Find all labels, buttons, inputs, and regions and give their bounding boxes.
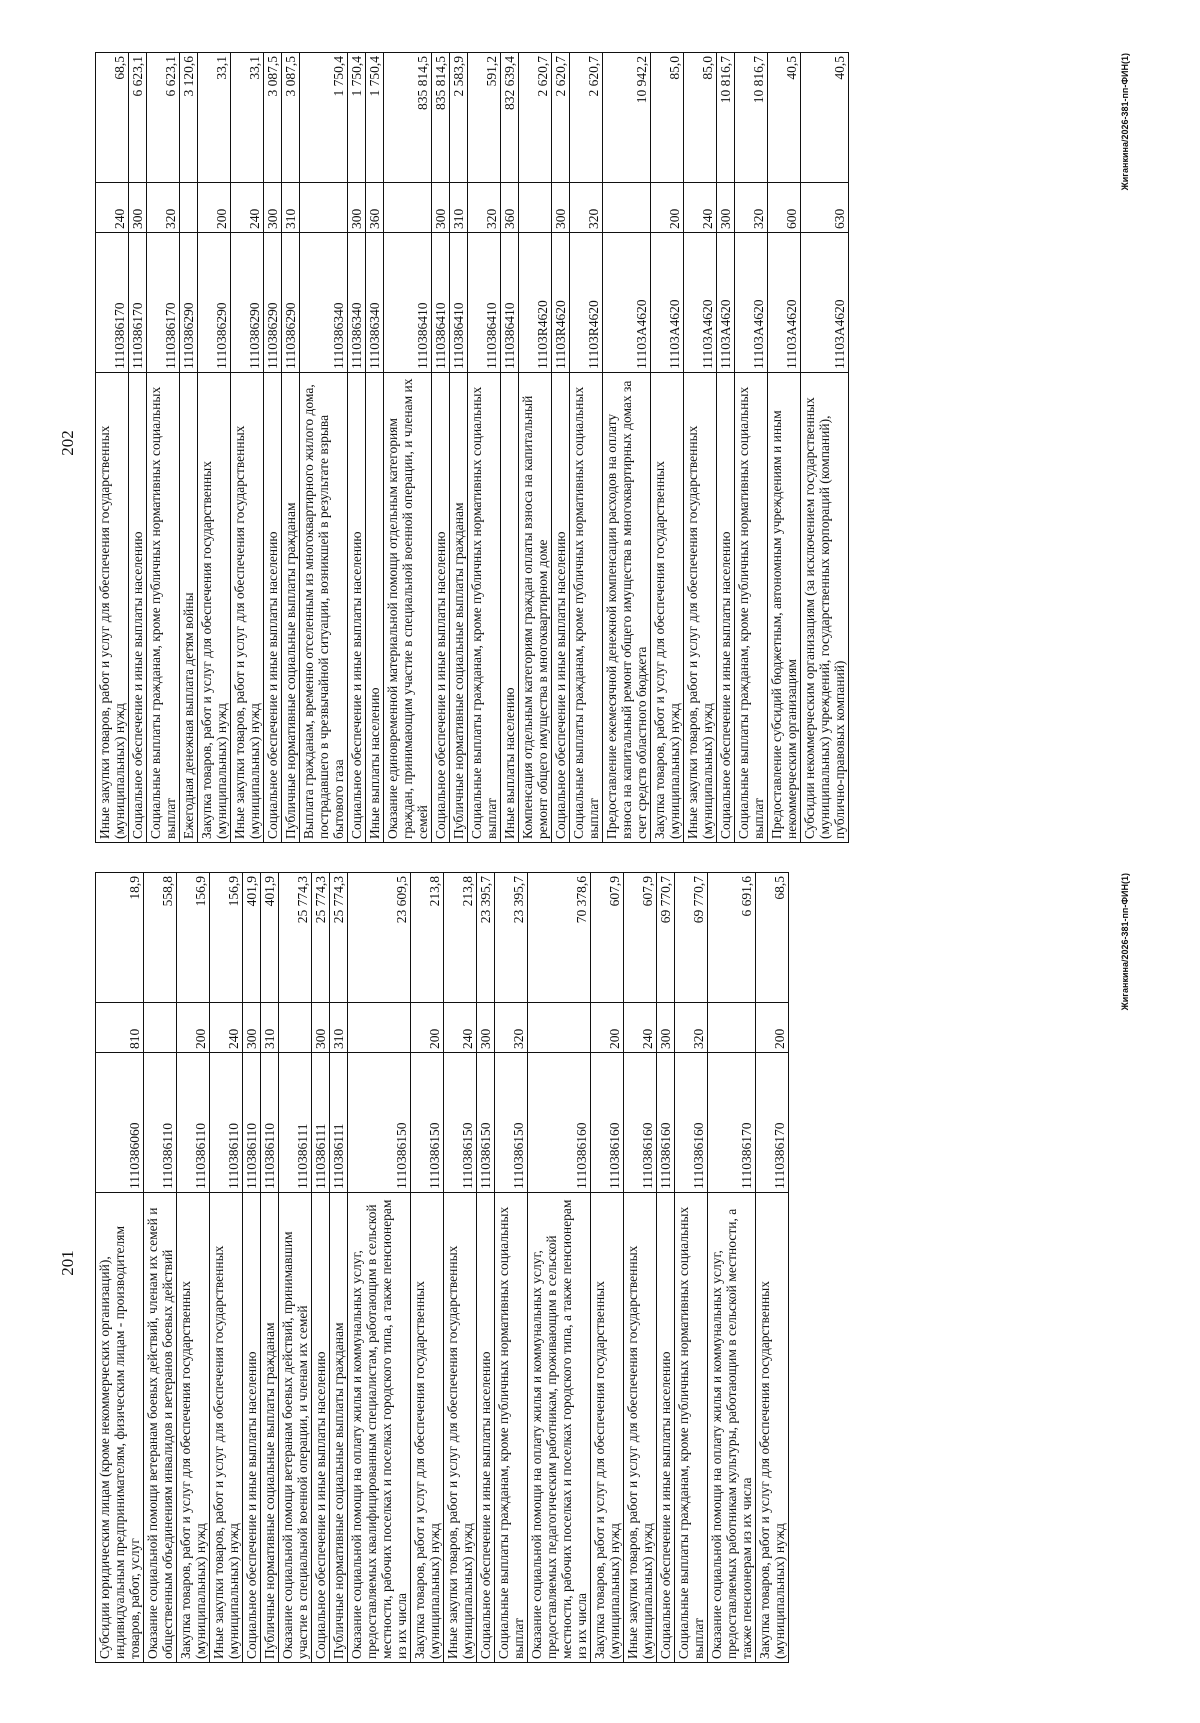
row-type-cell: 320 bbox=[735, 183, 768, 233]
row-name-cell: Субсидии юридическим лицам (кроме некоммерческих организаций), индивидуальным предпринимателям, физическим лицам - производителям товаров, работ, услуг bbox=[96, 1193, 144, 1663]
row-sum-cell: 3 087,5 bbox=[264, 53, 282, 183]
table-row bbox=[477, 873, 495, 1663]
table-row bbox=[603, 53, 651, 843]
row-name-cell: Социальное обеспечение и иные выплаты населению bbox=[264, 373, 282, 843]
table-row bbox=[348, 873, 411, 1663]
row-name-cell: Ежегодная денежная выплата детям войны bbox=[180, 373, 198, 843]
row-name-cell: Социальное обеспечение и иные выплаты населению bbox=[552, 373, 570, 843]
row-type-cell: 300 bbox=[129, 183, 147, 233]
document-footer-code: Жиганкина/2026-381-пп-ФИН(1) bbox=[1120, 53, 1130, 191]
row-type-cell bbox=[708, 1003, 756, 1053]
row-sum-cell: 70 378,6 bbox=[528, 873, 591, 1003]
page-number: 201 bbox=[58, 1250, 77, 1276]
row-name-cell: Иные закупки товаров, работ и услуг для обеспечения государственных (муниципальных) нужд bbox=[96, 373, 129, 843]
row-sum-cell: 2 620,7 bbox=[552, 53, 570, 183]
row-name-cell: Социальные выплаты гражданам, кроме публичных нормативных социальных выплат bbox=[675, 1193, 708, 1663]
row-name-cell: Публичные нормативные социальные выплаты гражданам bbox=[282, 373, 300, 843]
row-type-cell: 240 bbox=[96, 183, 129, 233]
table-row bbox=[411, 873, 444, 1663]
row-type-cell: 240 bbox=[231, 183, 264, 233]
table-row bbox=[735, 53, 768, 843]
row-name-cell: Социальные выплаты гражданам, кроме публичных нормативных социальных выплат bbox=[468, 373, 501, 843]
row-type-cell: 300 bbox=[477, 1003, 495, 1053]
row-type-cell bbox=[603, 183, 651, 233]
budget-table-page-201 bbox=[95, 872, 789, 1663]
table-row bbox=[432, 53, 450, 843]
table-row bbox=[591, 873, 624, 1663]
table-row bbox=[768, 53, 801, 843]
row-name-cell: Оказание социальной помощи на оплату жилья и коммунальных услуг, предоставляемых работникам культуры, работающим в сельской местности, а также пенсионерам из их числа bbox=[708, 1193, 756, 1663]
table-row bbox=[657, 873, 675, 1663]
row-code-cell: 1110386150 bbox=[495, 1053, 528, 1193]
row-name-cell: Иные выплаты населению bbox=[366, 373, 384, 843]
row-name-cell: Закупка товаров, работ и услуг для обеспечения государственных (муниципальных) нужд bbox=[411, 1193, 444, 1663]
row-name-cell: Публичные нормативные социальные выплаты гражданам bbox=[450, 373, 468, 843]
row-sum-cell: 607,9 bbox=[591, 873, 624, 1003]
row-sum-cell: 33,1 bbox=[231, 53, 264, 183]
row-name-cell: Социальные выплаты гражданам, кроме публичных нормативных социальных выплат bbox=[570, 373, 603, 843]
row-code-cell: 1110386340 bbox=[300, 233, 348, 373]
row-name-cell: Социальные выплаты гражданам, кроме публичных нормативных социальных выплат bbox=[495, 1193, 528, 1663]
row-sum-cell: 6 691,6 bbox=[708, 873, 756, 1003]
row-code-cell: 1110386150 bbox=[411, 1053, 444, 1193]
row-name-cell: Предоставление субсидий бюджетным, автономным учреждениям и иным некоммерческим организациям bbox=[768, 373, 801, 843]
row-code-cell: 11103А4620 bbox=[801, 233, 849, 373]
table-row bbox=[147, 53, 180, 843]
row-code-cell: 11103R4620 bbox=[570, 233, 603, 373]
row-type-cell: 240 bbox=[684, 183, 717, 233]
table-row bbox=[366, 53, 384, 843]
row-sum-cell: 6 623,1 bbox=[147, 53, 180, 183]
row-code-cell: 1110386290 bbox=[282, 233, 300, 373]
row-code-cell: 1110386170 bbox=[708, 1053, 756, 1193]
row-code-cell: 11103А4620 bbox=[651, 233, 684, 373]
row-sum-cell: 23 395,7 bbox=[495, 873, 528, 1003]
row-name-cell: Предоставление ежемесячной денежной компенсации расходов на оплату взноса на капитальный ремонт общего имущества в многоквартирных домах за счет средств областного бюджета bbox=[603, 373, 651, 843]
page-202 bbox=[0, 43, 1200, 843]
row-code-cell: 1110386150 bbox=[348, 1053, 411, 1193]
table-row bbox=[231, 53, 264, 843]
table-row bbox=[501, 53, 519, 843]
row-name-cell: Иные выплаты населению bbox=[501, 373, 519, 843]
row-code-cell: 11103А4620 bbox=[717, 233, 735, 373]
table-row bbox=[243, 873, 261, 1663]
row-sum-cell: 33,1 bbox=[198, 53, 231, 183]
table-row bbox=[570, 53, 603, 843]
row-type-cell: 200 bbox=[651, 183, 684, 233]
row-sum-cell: 156,9 bbox=[210, 873, 243, 1003]
row-code-cell: 1110386410 bbox=[501, 233, 519, 373]
row-code-cell: 1110386110 bbox=[144, 1053, 177, 1193]
row-name-cell: Публичные нормативные социальные выплаты гражданам bbox=[330, 1193, 348, 1663]
row-code-cell: 1110386410 bbox=[450, 233, 468, 373]
row-type-cell: 320 bbox=[495, 1003, 528, 1053]
row-name-cell: Социальное обеспечение и иные выплаты населению bbox=[432, 373, 450, 843]
row-name-cell: Иные закупки товаров, работ и услуг для обеспечения государственных (муниципальных) нужд bbox=[444, 1193, 477, 1663]
row-name-cell: Оказание единовременной материальной помощи отдельным категориям граждан, принимающим участие в специальной военной операции, и членам их семей bbox=[384, 373, 432, 843]
row-sum-cell: 85,0 bbox=[651, 53, 684, 183]
row-sum-cell: 23 609,5 bbox=[348, 873, 411, 1003]
row-code-cell: 11103А4620 bbox=[603, 233, 651, 373]
table-row bbox=[756, 873, 789, 1663]
row-type-cell: 300 bbox=[264, 183, 282, 233]
row-code-cell: 1110386410 bbox=[468, 233, 501, 373]
row-name-cell: Выплата гражданам, временно отселенным из многоквартирного жилого дома, пострадавшего в чрезвычайной ситуации, возникшей в результате взрыва бытового газа bbox=[300, 373, 348, 843]
row-code-cell: 1110386340 bbox=[366, 233, 384, 373]
table-row bbox=[177, 873, 210, 1663]
row-name-cell: Оказание социальной помощи ветеранам боевых действий, членам их семей и общественным объединениям инвалидов и ветеранов боевых действий bbox=[144, 1193, 177, 1663]
row-code-cell: 1110386160 bbox=[657, 1053, 675, 1193]
row-sum-cell: 25 774,3 bbox=[312, 873, 330, 1003]
row-code-cell: 1110386150 bbox=[477, 1053, 495, 1193]
row-name-cell: Социальные выплаты гражданам, кроме публичных нормативных социальных выплат bbox=[147, 373, 180, 843]
table-row bbox=[495, 873, 528, 1663]
table-row bbox=[129, 53, 147, 843]
row-code-cell: 1110386340 bbox=[348, 233, 366, 373]
row-sum-cell: 835 814,5 bbox=[432, 53, 450, 183]
row-sum-cell: 213,8 bbox=[411, 873, 444, 1003]
table-row bbox=[348, 53, 366, 843]
table-row bbox=[198, 53, 231, 843]
table-row bbox=[624, 873, 657, 1663]
table-row bbox=[96, 873, 144, 1663]
row-code-cell: 1110386110 bbox=[210, 1053, 243, 1193]
row-name-cell: Оказание социальной помощи ветеранам боевых действий, принимавшим участие в специальной военной операции, и членам их семей bbox=[279, 1193, 312, 1663]
row-sum-cell: 591,2 bbox=[468, 53, 501, 183]
row-sum-cell: 23 395,7 bbox=[477, 873, 495, 1003]
row-type-cell bbox=[300, 183, 348, 233]
row-name-cell: Компенсация отдельным категориям граждан оплаты взноса на капитальный ремонт общего имущества в многоквартирном доме bbox=[519, 373, 552, 843]
row-code-cell: 1110386111 bbox=[312, 1053, 330, 1193]
page-201 bbox=[0, 863, 1200, 1663]
row-code-cell: 1110386290 bbox=[264, 233, 282, 373]
row-code-cell: 1110386170 bbox=[756, 1053, 789, 1193]
row-sum-cell: 213,8 bbox=[444, 873, 477, 1003]
row-type-cell bbox=[180, 183, 198, 233]
row-type-cell: 310 bbox=[261, 1003, 279, 1053]
row-sum-cell: 10 816,7 bbox=[735, 53, 768, 183]
table-row bbox=[261, 873, 279, 1663]
row-type-cell: 630 bbox=[801, 183, 849, 233]
page-number: 202 bbox=[58, 430, 77, 456]
row-type-cell: 300 bbox=[717, 183, 735, 233]
row-code-cell: 1110386410 bbox=[432, 233, 450, 373]
row-name-cell: Закупка товаров, работ и услуг для обеспечения государственных (муниципальных) нужд bbox=[177, 1193, 210, 1663]
row-name-cell: Социальное обеспечение и иные выплаты населению bbox=[243, 1193, 261, 1663]
row-type-cell: 240 bbox=[210, 1003, 243, 1053]
row-name-cell: Оказание социальной помощи на оплату жилья и коммунальных услуг, предоставляемых педагогическим работникам, проживающим в сельской местности, рабочих поселках и поселках городского типа, а также пенсионерам из их числа bbox=[528, 1193, 591, 1663]
row-sum-cell: 1 750,4 bbox=[348, 53, 366, 183]
row-type-cell: 200 bbox=[411, 1003, 444, 1053]
row-sum-cell: 835 814,5 bbox=[384, 53, 432, 183]
row-type-cell: 310 bbox=[330, 1003, 348, 1053]
row-code-cell: 11103А4620 bbox=[735, 233, 768, 373]
row-sum-cell: 832 639,4 bbox=[501, 53, 519, 183]
table-row bbox=[144, 873, 177, 1663]
row-type-cell: 200 bbox=[756, 1003, 789, 1053]
row-sum-cell: 1 750,4 bbox=[366, 53, 384, 183]
row-sum-cell: 69 770,7 bbox=[675, 873, 708, 1003]
row-sum-cell: 3 120,6 bbox=[180, 53, 198, 183]
row-name-cell: Иные закупки товаров, работ и услуг для обеспечения государственных (муниципальных) нужд bbox=[210, 1193, 243, 1663]
table-row bbox=[684, 53, 717, 843]
row-code-cell: 1110386160 bbox=[528, 1053, 591, 1193]
row-name-cell: Закупка товаров, работ и услуг для обеспечения государственных (муниципальных) нужд bbox=[651, 373, 684, 843]
row-code-cell: 1110386150 bbox=[444, 1053, 477, 1193]
table-row bbox=[552, 53, 570, 843]
row-type-cell: 320 bbox=[570, 183, 603, 233]
row-code-cell: 1110386111 bbox=[330, 1053, 348, 1193]
row-type-cell: 300 bbox=[312, 1003, 330, 1053]
row-name-cell: Закупка товаров, работ и услуг для обеспечения государственных (муниципальных) нужд bbox=[591, 1193, 624, 1663]
row-type-cell bbox=[144, 1003, 177, 1053]
row-code-cell: 1110386290 bbox=[180, 233, 198, 373]
row-type-cell: 320 bbox=[147, 183, 180, 233]
row-type-cell: 300 bbox=[348, 183, 366, 233]
document-footer-code: Жиганкина/2026-381-пп-ФИН(1) bbox=[1120, 873, 1130, 1011]
row-sum-cell: 10 816,7 bbox=[717, 53, 735, 183]
table-row bbox=[312, 873, 330, 1663]
row-type-cell: 600 bbox=[768, 183, 801, 233]
row-type-cell: 300 bbox=[552, 183, 570, 233]
row-sum-cell: 40,5 bbox=[768, 53, 801, 183]
row-sum-cell: 558,8 bbox=[144, 873, 177, 1003]
row-sum-cell: 10 942,2 bbox=[603, 53, 651, 183]
row-type-cell: 240 bbox=[624, 1003, 657, 1053]
budget-table-body bbox=[96, 53, 849, 843]
row-type-cell bbox=[384, 183, 432, 233]
row-type-cell: 300 bbox=[657, 1003, 675, 1053]
row-code-cell: 1110386060 bbox=[96, 1053, 144, 1193]
row-sum-cell: 25 774,3 bbox=[330, 873, 348, 1003]
table-row bbox=[708, 873, 756, 1663]
table-row bbox=[468, 53, 501, 843]
row-code-cell: 1110386170 bbox=[96, 233, 129, 373]
row-name-cell: Социальное обеспечение и иные выплаты населению bbox=[348, 373, 366, 843]
row-sum-cell: 2 620,7 bbox=[519, 53, 552, 183]
row-sum-cell: 401,9 bbox=[261, 873, 279, 1003]
row-type-cell: 240 bbox=[444, 1003, 477, 1053]
budget-table-page-202 bbox=[95, 52, 849, 843]
row-code-cell: 1110386160 bbox=[675, 1053, 708, 1193]
table-row bbox=[528, 873, 591, 1663]
row-name-cell: Социальное обеспечение и иные выплаты населению bbox=[312, 1193, 330, 1663]
row-code-cell: 1110386110 bbox=[177, 1053, 210, 1193]
row-name-cell: Иные закупки товаров, работ и услуг для обеспечения государственных (муниципальных) нужд bbox=[231, 373, 264, 843]
row-sum-cell: 2 583,9 bbox=[450, 53, 468, 183]
row-type-cell: 320 bbox=[675, 1003, 708, 1053]
row-type-cell: 310 bbox=[282, 183, 300, 233]
row-name-cell: Иные закупки товаров, работ и услуг для обеспечения государственных (муниципальных) нужд bbox=[684, 373, 717, 843]
row-name-cell: Субсидии некоммерческим организациям (за исключением государственных (муниципальных) учреждений, государственных корпораций (компаний), публично-правовых компаний) bbox=[801, 373, 849, 843]
row-type-cell: 200 bbox=[177, 1003, 210, 1053]
row-type-cell: 300 bbox=[432, 183, 450, 233]
row-code-cell: 1110386110 bbox=[243, 1053, 261, 1193]
row-code-cell: 1110386410 bbox=[384, 233, 432, 373]
row-name-cell: Социальные выплаты гражданам, кроме публичных нормативных социальных выплат bbox=[735, 373, 768, 843]
row-code-cell: 1110386110 bbox=[261, 1053, 279, 1193]
row-sum-cell: 3 087,5 bbox=[282, 53, 300, 183]
row-code-cell: 1110386170 bbox=[129, 233, 147, 373]
row-code-cell: 1110386111 bbox=[279, 1053, 312, 1193]
row-code-cell: 1110386160 bbox=[624, 1053, 657, 1193]
row-type-cell bbox=[279, 1003, 312, 1053]
table-row bbox=[651, 53, 684, 843]
row-sum-cell: 2 620,7 bbox=[570, 53, 603, 183]
table-row bbox=[444, 873, 477, 1663]
row-code-cell: 1110386290 bbox=[231, 233, 264, 373]
row-sum-cell: 85,0 bbox=[684, 53, 717, 183]
row-name-cell: Публичные нормативные социальные выплаты гражданам bbox=[261, 1193, 279, 1663]
row-type-cell bbox=[528, 1003, 591, 1053]
row-name-cell: Иные закупки товаров, работ и услуг для обеспечения государственных (муниципальных) нужд bbox=[624, 1193, 657, 1663]
table-row bbox=[264, 53, 282, 843]
row-type-cell: 320 bbox=[468, 183, 501, 233]
table-row bbox=[96, 53, 129, 843]
row-type-cell bbox=[348, 1003, 411, 1053]
row-code-cell: 1110386160 bbox=[591, 1053, 624, 1193]
row-sum-cell: 1 750,4 bbox=[300, 53, 348, 183]
row-code-cell: 11103R4620 bbox=[519, 233, 552, 373]
table-row bbox=[675, 873, 708, 1663]
row-sum-cell: 68,5 bbox=[756, 873, 789, 1003]
row-name-cell: Социальное обеспечение и иные выплаты населению bbox=[657, 1193, 675, 1663]
row-name-cell: Оказание социальной помощи на оплату жилья и коммунальных услуг, предоставляемых квалифицированным специалистам, работающим в сельской местности, рабочих поселках и поселках городского типа, а также пенсионерам из их числа bbox=[348, 1193, 411, 1663]
row-type-cell: 300 bbox=[243, 1003, 261, 1053]
row-sum-cell: 156,9 bbox=[177, 873, 210, 1003]
table-row bbox=[519, 53, 552, 843]
row-name-cell: Социальное обеспечение и иные выплаты населению bbox=[717, 373, 735, 843]
row-name-cell: Закупка товаров, работ и услуг для обеспечения государственных (муниципальных) нужд bbox=[198, 373, 231, 843]
row-code-cell: 11103А4620 bbox=[684, 233, 717, 373]
row-type-cell: 200 bbox=[591, 1003, 624, 1053]
table-row bbox=[450, 53, 468, 843]
row-sum-cell: 25 774,3 bbox=[279, 873, 312, 1003]
table-row bbox=[210, 873, 243, 1663]
table-row bbox=[330, 873, 348, 1663]
row-type-cell: 810 bbox=[96, 1003, 144, 1053]
row-sum-cell: 607,9 bbox=[624, 873, 657, 1003]
row-sum-cell: 6 623,1 bbox=[129, 53, 147, 183]
table-row bbox=[279, 873, 312, 1663]
budget-table-body bbox=[96, 873, 789, 1663]
row-type-cell bbox=[519, 183, 552, 233]
row-code-cell: 11103А4620 bbox=[768, 233, 801, 373]
row-code-cell: 1110386170 bbox=[147, 233, 180, 373]
row-name-cell: Социальное обеспечение и иные выплаты населению bbox=[477, 1193, 495, 1663]
row-name-cell: Социальное обеспечение и иные выплаты населению bbox=[129, 373, 147, 843]
row-type-cell: 360 bbox=[366, 183, 384, 233]
row-sum-cell: 40,5 bbox=[801, 53, 849, 183]
row-sum-cell: 18,9 bbox=[96, 873, 144, 1003]
row-name-cell: Закупка товаров, работ и услуг для обеспечения государственных (муниципальных) нужд bbox=[756, 1193, 789, 1663]
row-type-cell: 360 bbox=[501, 183, 519, 233]
row-type-cell: 200 bbox=[198, 183, 231, 233]
table-row bbox=[180, 53, 198, 843]
table-row bbox=[801, 53, 849, 843]
table-row bbox=[717, 53, 735, 843]
row-type-cell: 310 bbox=[450, 183, 468, 233]
table-row bbox=[384, 53, 432, 843]
table-row bbox=[300, 53, 348, 843]
row-code-cell: 1110386290 bbox=[198, 233, 231, 373]
row-code-cell: 11103R4620 bbox=[552, 233, 570, 373]
row-sum-cell: 401,9 bbox=[243, 873, 261, 1003]
row-sum-cell: 68,5 bbox=[96, 53, 129, 183]
table-row bbox=[282, 53, 300, 843]
row-sum-cell: 69 770,7 bbox=[657, 873, 675, 1003]
